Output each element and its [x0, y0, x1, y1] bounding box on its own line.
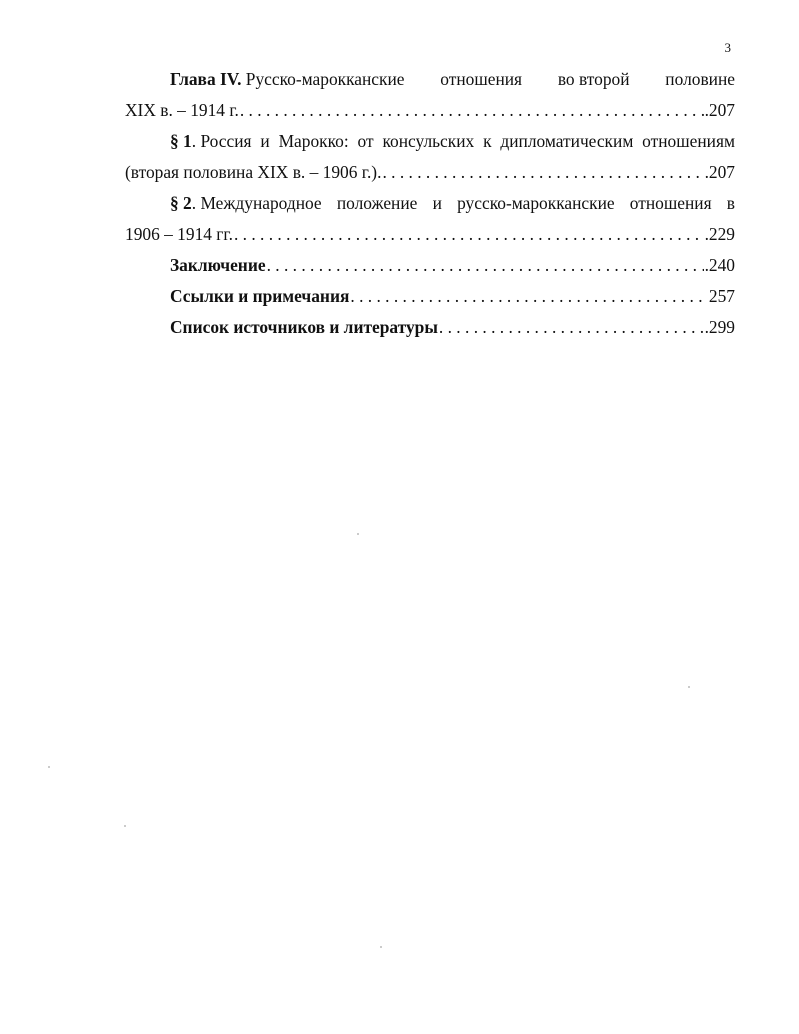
toc-entry-page: .240 [704, 255, 735, 275]
toc-leader-dots [382, 157, 703, 188]
toc-entry-text: 1906 – 1914 гг. [125, 224, 233, 244]
toc-word-part: второй [578, 69, 630, 89]
toc-word: Русско-марокканские [245, 69, 405, 89]
toc-word: консульских [382, 131, 475, 151]
toc-word: к [483, 131, 492, 151]
toc-entry-page: 257 [708, 286, 735, 306]
toc-entry-chapter-4-first-word [170, 64, 405, 95]
toc-entry-section-2-label: § 2 [170, 193, 192, 213]
toc-word [558, 64, 630, 95]
toc-entry-section-1-start [170, 126, 252, 157]
toc-word: Марокко: [278, 131, 349, 151]
toc-word: в [726, 193, 735, 213]
scan-speck [688, 686, 690, 688]
toc-entry-section-1-label: § 1 [170, 131, 192, 151]
toc-entry-conclusion [125, 250, 735, 281]
toc-word: от [357, 131, 374, 151]
toc-leader-dots [240, 95, 704, 126]
toc-word: отношения [440, 69, 523, 89]
scan-speck [357, 533, 359, 535]
toc-word: и [260, 131, 270, 151]
toc-word: . Россия [191, 131, 252, 151]
toc-entry-section-1-line-2 [125, 157, 735, 188]
scan-speck [48, 766, 50, 768]
toc-word: и [432, 193, 442, 213]
scan-speck [124, 825, 126, 827]
toc-word: положение [336, 193, 418, 213]
toc-entry-page: .207 [704, 162, 735, 182]
toc-entry-text: XIX в. – 1914 г. [125, 100, 239, 120]
toc-word: . Международное [191, 193, 322, 213]
toc-entry-section-2-line-1 [125, 188, 735, 219]
toc-entry-chapter-4-line-1 [125, 64, 735, 95]
toc-entry-conclusion-label: Заключение [170, 255, 266, 275]
toc-word: отношениям [642, 131, 735, 151]
toc-entry-bibliography-label: Список источников и литературы [170, 317, 438, 337]
toc-entry-bibliography [125, 312, 735, 343]
toc-entry-section-2-start [170, 188, 322, 219]
toc-word: половине [665, 69, 735, 89]
toc-entry-references-notes [125, 281, 735, 312]
toc-word: отношения [629, 193, 712, 213]
page-number: 3 [724, 40, 731, 55]
toc-word: русско-марокканские [457, 193, 615, 213]
toc-entry-page: .299 [704, 317, 735, 337]
toc-entry-text: (вторая половина XIX в. – 1906 г.). [125, 162, 382, 182]
toc-leader-dots [350, 281, 708, 312]
toc-leader-dots [439, 312, 704, 343]
toc-entry-section-2-line-2 [125, 219, 735, 250]
toc-leader-dots [234, 219, 704, 250]
toc-word-part: во [557, 69, 575, 89]
toc-entry-page: .207 [704, 100, 735, 120]
toc-entry-page: .229 [704, 224, 735, 244]
toc-leader-dots [267, 250, 704, 281]
toc-entry-chapter-4-label: Глава IV. [170, 69, 242, 89]
toc-entry-chapter-4-line-2 [125, 95, 735, 126]
table-of-contents [125, 64, 735, 343]
toc-entry-references-notes-label: Ссылки и примечания [170, 286, 350, 306]
toc-entry-section-1-line-1 [125, 126, 735, 157]
toc-word: дипломатическим [500, 131, 634, 151]
scan-speck [380, 946, 382, 948]
